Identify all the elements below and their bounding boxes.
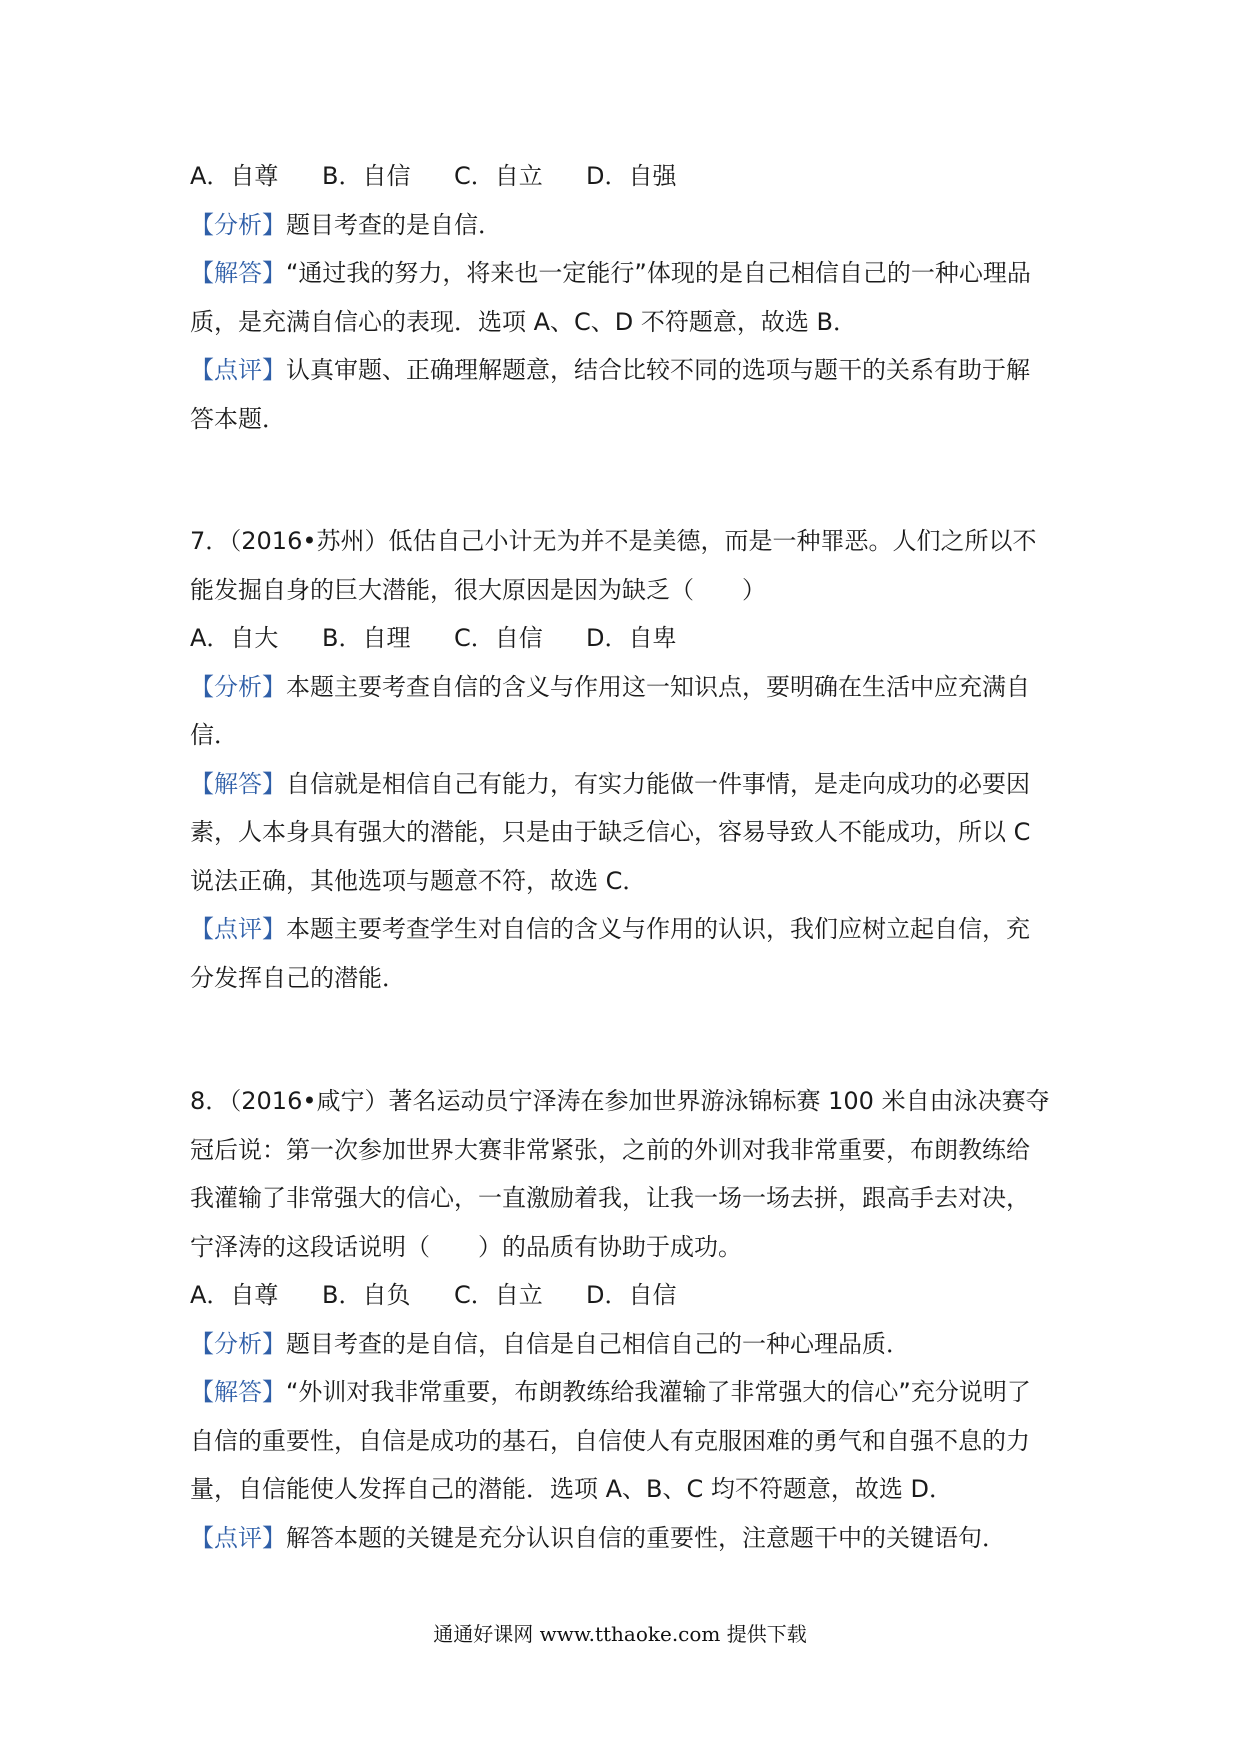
q8-question-line-4: 宁泽涛的这段话说明（ ）的品质有协助于成功。 xyxy=(190,1232,742,1261)
q7-answer-line-1 xyxy=(190,760,1060,809)
analysis-tag: 【分析】 xyxy=(190,1329,286,1358)
q7-option-d: D．自卑 xyxy=(586,624,677,652)
q7-option-c: C．自信 xyxy=(454,624,543,652)
q7-comment-text-1: 本题主要考查学生对自信的含义与作用的认识，我们应树立起自信，充 xyxy=(286,915,1030,943)
q7-question-line-2: 能发掘自身的巨大潜能，很大原因是因为缺乏（ ） xyxy=(190,575,766,604)
q6-comment-line-1 xyxy=(190,346,1060,395)
q6-option-b: B．自信 xyxy=(322,162,411,190)
q6-answer-line-2: 质，是充满自信心的表现．选项 A、C、D 不符题意，故选 B． xyxy=(190,307,858,336)
q6-option-c: C．自立 xyxy=(454,162,543,190)
answer-tag: 【解答】 xyxy=(190,1378,286,1406)
q7-option-b: B．自理 xyxy=(322,624,411,652)
page-content xyxy=(190,152,1060,1562)
q8-answer-text-1: “外训对我非常重要，布朗教练给我灌输了非常强大的信心”充分说明了 xyxy=(286,1378,1031,1406)
q7-comment-line-2: 分发挥自己的潜能． xyxy=(190,963,406,992)
q8-option-b: B．自负 xyxy=(322,1281,411,1309)
q6-option-a: A．自尊 xyxy=(190,162,279,190)
q7-answer-text-1: 自信就是相信自己有能力，有实力能做一件事情，是走向成功的必要因 xyxy=(286,769,1030,798)
q8-answer-line-3: 量，自信能使人发挥自己的潜能．选项 A、B、C 均不符题意，故选 D． xyxy=(190,1475,954,1503)
q6-answer-line-1 xyxy=(190,249,1060,298)
analysis-tag: 【分析】 xyxy=(190,210,286,239)
q6-comment-text-1: 认真审题、正确理解题意，结合比较不同的选项与题干的关系有助于解 xyxy=(286,356,1030,384)
q7-option-a: A．自大 xyxy=(190,624,279,652)
comment-tag: 【点评】 xyxy=(190,1523,286,1552)
q7-comment-line-1 xyxy=(190,905,1060,954)
page-footer: 通通好课网 www.tthaoke.com 提供下载 xyxy=(433,1622,807,1646)
q7-analysis-text-1: 本题主要考查自信的含义与作用这一知识点，要明确在生活中应充满自 xyxy=(286,672,1030,701)
q7-analysis-line-1 xyxy=(190,663,1060,712)
q6-comment-line-2: 答本题． xyxy=(190,404,286,433)
q6-options xyxy=(190,152,1060,201)
comment-tag: 【点评】 xyxy=(190,915,286,943)
section-gap xyxy=(190,1002,1060,1077)
q8-options xyxy=(190,1271,1060,1320)
q8-question-line-2: 冠后说：第一次参加世界大赛非常紧张，之前的外训对我非常重要，布朗教练给 xyxy=(190,1135,1030,1164)
q8-analysis xyxy=(190,1320,1060,1369)
analysis-tag: 【分析】 xyxy=(190,672,286,701)
q8-comment xyxy=(190,1514,1060,1563)
q8-answer-line-1 xyxy=(190,1368,1060,1417)
q8-option-d: D．自信 xyxy=(586,1281,677,1309)
q8-answer-line-2: 自信的重要性，自信是成功的基石，自信使人有克服困难的勇气和自强不息的力 xyxy=(190,1426,1030,1455)
q7-answer-line-3: 说法正确，其他选项与题意不符，故选 C． xyxy=(190,866,647,895)
section-gap xyxy=(190,443,1060,517)
comment-tag: 【点评】 xyxy=(190,356,286,384)
q8-option-a: A．自尊 xyxy=(190,1281,279,1309)
q8-question-line-3: 我灌输了非常强大的信心，一直激励着我，让我一场一场去拼，跟高手去对决， xyxy=(190,1184,1030,1212)
q8-comment-text: 解答本题的关键是充分认识自信的重要性，注意题干中的关键语句． xyxy=(286,1523,1006,1552)
answer-tag: 【解答】 xyxy=(190,259,286,287)
q7-question-line-1: 7．（2016•苏州）低估自己小计无为并不是美德，而是一种罪恶。人们之所以不 xyxy=(190,527,1037,555)
q6-analysis xyxy=(190,201,1060,250)
q8-option-c: C．自立 xyxy=(454,1281,543,1309)
q7-options xyxy=(190,614,1060,663)
q6-option-d: D．自强 xyxy=(586,162,677,190)
q8-question-line-1: 8．（2016•咸宁）著名运动员宁泽涛在参加世界游泳锦标赛 100 米自由泳决赛夺 xyxy=(190,1087,1050,1115)
q7-answer-line-2: 素，人本身具有强大的潜能，只是由于缺乏信心，容易导致人不能成功，所以 C xyxy=(190,818,1031,846)
q6-answer-text-1: “通过我的努力，将来也一定能行”体现的是自己相信自己的一种心理品 xyxy=(286,259,1031,287)
answer-tag: 【解答】 xyxy=(190,769,286,798)
q6-analysis-text: 题目考查的是自信． xyxy=(286,210,502,239)
q8-analysis-text: 题目考查的是自信，自信是自己相信自己的一种心理品质． xyxy=(286,1329,910,1358)
q7-analysis-line-2: 信． xyxy=(190,721,238,749)
